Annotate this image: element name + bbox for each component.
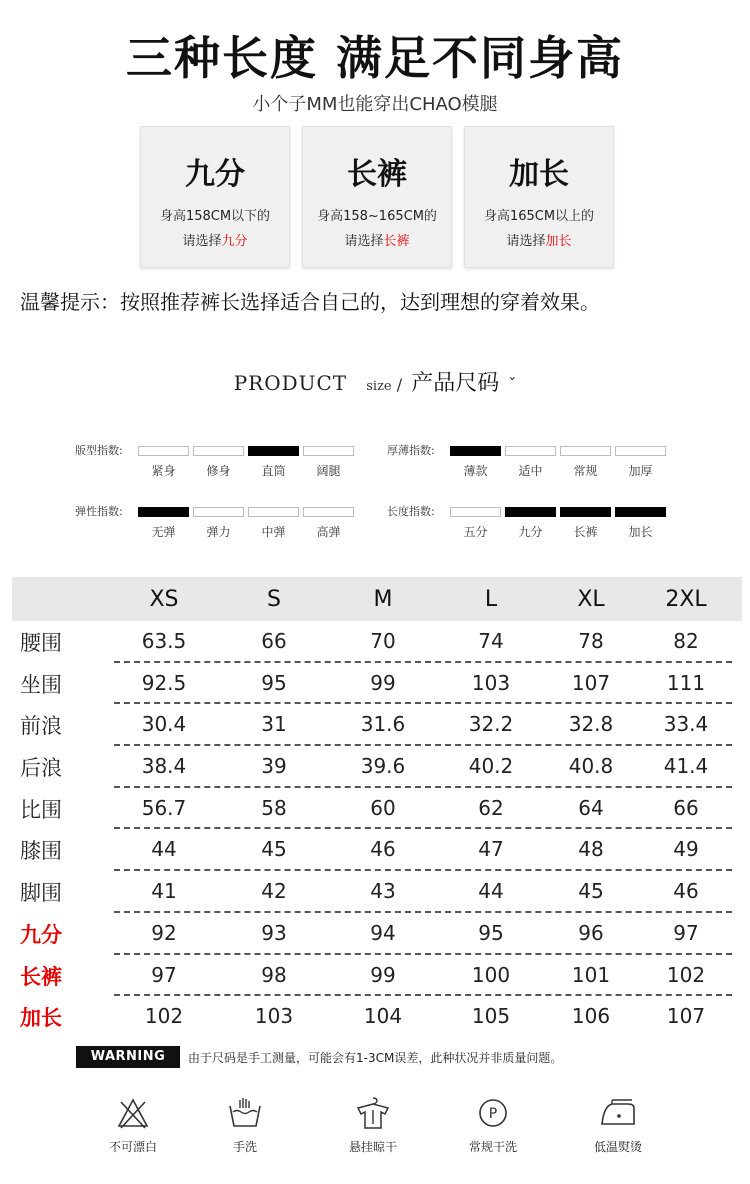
- indicator-option: 长裤: [573, 525, 598, 539]
- table-cell: 44: [478, 879, 504, 904]
- card-title: 加长: [509, 157, 569, 192]
- card-height-range: 身高165CM以上的: [483, 209, 595, 224]
- size-header: M: [373, 587, 393, 612]
- table-cell: 106: [571, 1004, 611, 1029]
- card-choice: 请选择加长: [506, 234, 572, 249]
- table-cell: 70: [370, 629, 396, 653]
- row-label: 坐围: [20, 672, 62, 697]
- product-heading-en: PRODUCT: [233, 371, 348, 395]
- care-no-bleach: [88, 1096, 178, 1155]
- table-cell: 62: [478, 795, 504, 820]
- indicator-option: 弹力: [206, 525, 231, 539]
- table-cell: 78: [578, 629, 604, 653]
- table-row: [12, 955, 742, 997]
- indicator-segment: [615, 446, 666, 456]
- table-cell: 99: [370, 670, 396, 695]
- table-cell: 94: [370, 920, 396, 945]
- table-row: [12, 663, 742, 705]
- indicator-segment: [615, 507, 666, 517]
- indicator-option: 修身: [206, 464, 231, 478]
- table-cell: 95: [478, 920, 504, 945]
- size-header: S: [267, 587, 281, 612]
- indicator-segment: [193, 507, 244, 517]
- card-choice-highlight: 长裤: [383, 234, 410, 249]
- hand-wash-icon: [226, 1096, 264, 1130]
- indicator-segment: [303, 507, 354, 517]
- card-choice: 请选择长裤: [344, 234, 410, 249]
- indicator-option: 加厚: [628, 464, 653, 478]
- product-heading-sep: /: [396, 375, 403, 394]
- size-table-body: [12, 621, 742, 1038]
- table-cell: 98: [261, 962, 287, 987]
- table-cell: 103: [471, 670, 511, 695]
- size-header: 2XL: [665, 587, 707, 612]
- table-cell: 40.8: [568, 754, 614, 779]
- table-cell: 104: [363, 1004, 403, 1029]
- indicator-option: 加长: [628, 525, 653, 539]
- table-cell: 32.2: [468, 712, 514, 737]
- care-hang-dry: [328, 1096, 418, 1155]
- indicator-elasticity: [75, 503, 365, 543]
- table-row: [12, 704, 742, 746]
- length-card-jiufen: [140, 126, 290, 268]
- care-dry-clean: [448, 1096, 538, 1155]
- length-card-changku: [302, 126, 452, 268]
- table-row: [12, 996, 742, 1038]
- product-size-heading: [0, 366, 750, 397]
- table-cell: 99: [370, 962, 396, 987]
- hang-dry-icon: [355, 1096, 391, 1130]
- indicator-option: 直筒: [261, 464, 286, 478]
- table-cell: 46: [370, 837, 396, 862]
- table-cell: 97: [673, 920, 699, 945]
- row-label: 比围: [20, 797, 62, 822]
- indicator-option: 紧身: [151, 464, 176, 478]
- table-cell: 32.8: [568, 712, 614, 737]
- indicator-option: 适中: [518, 464, 543, 478]
- card-height-range: 身高158CM以下的: [159, 209, 271, 224]
- indicator-option: 九分: [518, 525, 543, 539]
- table-cell: 56.7: [141, 795, 187, 820]
- table-cell: 95: [261, 670, 287, 695]
- table-cell: 31: [261, 712, 287, 737]
- row-label: 加长: [20, 1006, 62, 1031]
- subline: 小个子MM也能穿出CHAO模腿: [252, 94, 498, 115]
- indicator-segment: [138, 507, 189, 517]
- table-row: [12, 829, 742, 871]
- table-cell: 49: [673, 837, 699, 862]
- indicator-thickness: [387, 442, 677, 482]
- table-cell: 44: [151, 837, 177, 862]
- indicator-label: 版型指数:: [75, 444, 123, 457]
- table-cell: 39: [261, 754, 287, 779]
- table-cell: 40.2: [468, 754, 514, 779]
- indicator-segment: [248, 507, 299, 517]
- product-heading-cn: 产品尺码: [411, 371, 500, 396]
- table-cell: 107: [571, 670, 611, 695]
- indicator-segment: [248, 446, 299, 456]
- table-row: [12, 871, 742, 913]
- care-label: 手洗: [232, 1140, 257, 1154]
- table-cell: 101: [571, 962, 611, 987]
- table-cell: 39.6: [360, 754, 406, 779]
- table-cell: 97: [151, 962, 177, 987]
- card-title: 长裤: [347, 157, 407, 192]
- no-bleach-icon: [116, 1096, 150, 1130]
- table-cell: 48: [578, 837, 604, 862]
- row-label: 膝围: [20, 839, 62, 864]
- indicator-option: 常规: [573, 464, 598, 478]
- table-cell: 31.6: [360, 712, 406, 737]
- length-card-jiachang: [464, 126, 614, 268]
- table-cell: 45: [261, 837, 287, 862]
- size-header: XL: [577, 587, 605, 612]
- table-cell: 64: [578, 795, 604, 820]
- table-cell: 30.4: [141, 712, 187, 737]
- table-cell: 63.5: [141, 629, 187, 653]
- table-cell: 107: [666, 1004, 706, 1029]
- card-height-range: 身高158~165CM的: [317, 209, 437, 224]
- row-label: 脚围: [20, 881, 62, 906]
- indicator-label: 长度指数:: [387, 505, 435, 518]
- table-cell: 66: [261, 629, 287, 653]
- care-label: 悬挂晾干: [348, 1140, 397, 1154]
- table-cell: 92.5: [141, 670, 187, 695]
- care-label: 不可漂白: [108, 1140, 157, 1154]
- table-cell: 45: [578, 879, 604, 904]
- indicator-segment: [560, 507, 611, 517]
- table-row: [12, 621, 742, 663]
- row-label: 后浪: [20, 756, 62, 781]
- indicator-segment: [450, 446, 501, 456]
- indicator-segment: [303, 446, 354, 456]
- length-cards: [140, 126, 614, 268]
- indicator-label: 厚薄指数:: [387, 444, 435, 457]
- indicator-segment: [450, 507, 501, 517]
- indicator-segment: [505, 446, 556, 456]
- indicator-fit: [75, 442, 365, 482]
- size-header: L: [484, 587, 498, 612]
- indicator-label: 弹性指数:: [75, 505, 123, 518]
- table-cell: 105: [471, 1004, 511, 1029]
- size-header: XS: [149, 587, 179, 612]
- table-cell: 41: [151, 879, 177, 904]
- size-table: [12, 577, 742, 1038]
- card-choice-highlight: 九分: [221, 234, 248, 249]
- table-cell: 100: [471, 962, 511, 987]
- care-label: 低温熨烫: [593, 1140, 642, 1154]
- indicator-option: 五分: [463, 525, 488, 539]
- indicator-option: 中弹: [261, 525, 286, 539]
- care-hand-wash: [200, 1096, 290, 1155]
- tip-text: 温馨提示：按照推荐裤长选择适合自己的，达到理想的穿着效果。: [20, 290, 600, 314]
- table-cell: 42: [261, 879, 287, 904]
- svg-text:P: P: [488, 1106, 498, 1122]
- care-label: 常规干洗: [468, 1140, 517, 1154]
- row-label: 长裤: [20, 964, 62, 989]
- indicator-segment: [138, 446, 189, 456]
- product-heading-size: size: [366, 379, 392, 394]
- table-cell: 74: [478, 629, 504, 653]
- table-cell: 102: [666, 962, 706, 987]
- table-cell: 102: [144, 1004, 184, 1029]
- table-row: [12, 788, 742, 830]
- table-cell: 46: [673, 879, 699, 904]
- table-cell: 66: [673, 795, 699, 820]
- card-choice: 请选择九分: [182, 234, 248, 249]
- table-cell: 93: [261, 920, 287, 945]
- table-cell: 103: [254, 1004, 294, 1029]
- indicator-segment: [193, 446, 244, 456]
- indicator-segment: [560, 446, 611, 456]
- indicator-segment: [505, 507, 556, 517]
- table-row: [12, 913, 742, 955]
- table-cell: 60: [370, 795, 396, 820]
- table-cell: 82: [673, 629, 699, 653]
- table-cell: 43: [370, 879, 396, 904]
- table-cell: 38.4: [141, 754, 187, 779]
- caret-icon: ˇ: [508, 375, 517, 394]
- indicator-length: [387, 503, 677, 543]
- table-cell: 33.4: [663, 712, 709, 737]
- indicator-option: 高弹: [316, 525, 341, 539]
- size-table-header: [12, 577, 742, 621]
- indicator-option: 阔腿: [316, 464, 341, 478]
- row-label: 前浪: [20, 714, 62, 739]
- card-choice-highlight: 加长: [545, 234, 572, 249]
- table-row: [12, 746, 742, 788]
- table-cell: 96: [578, 920, 604, 945]
- care-low-iron: [573, 1096, 663, 1155]
- warning-badge: WARNING: [76, 1046, 180, 1068]
- table-cell: 47: [478, 837, 504, 862]
- indicator-option: 薄款: [463, 464, 488, 478]
- table-cell: 41.4: [663, 754, 709, 779]
- low-iron-icon: [598, 1096, 638, 1130]
- table-cell: 58: [261, 795, 287, 820]
- row-label: 腰围: [20, 631, 62, 655]
- card-title: 九分: [185, 157, 245, 192]
- headline: 三种长度 满足不同身高: [125, 31, 624, 85]
- table-cell: 111: [666, 670, 706, 695]
- warning-note: [76, 1046, 676, 1068]
- table-cell: 92: [151, 920, 177, 945]
- indicator-option: 无弹: [151, 525, 176, 539]
- row-label: 九分: [20, 922, 62, 947]
- dry-clean-icon: [476, 1096, 510, 1130]
- warning-text: 由于尺码是手工测量，可能会有1-3CM误差，此种状况并非质量问题。: [188, 1051, 563, 1065]
